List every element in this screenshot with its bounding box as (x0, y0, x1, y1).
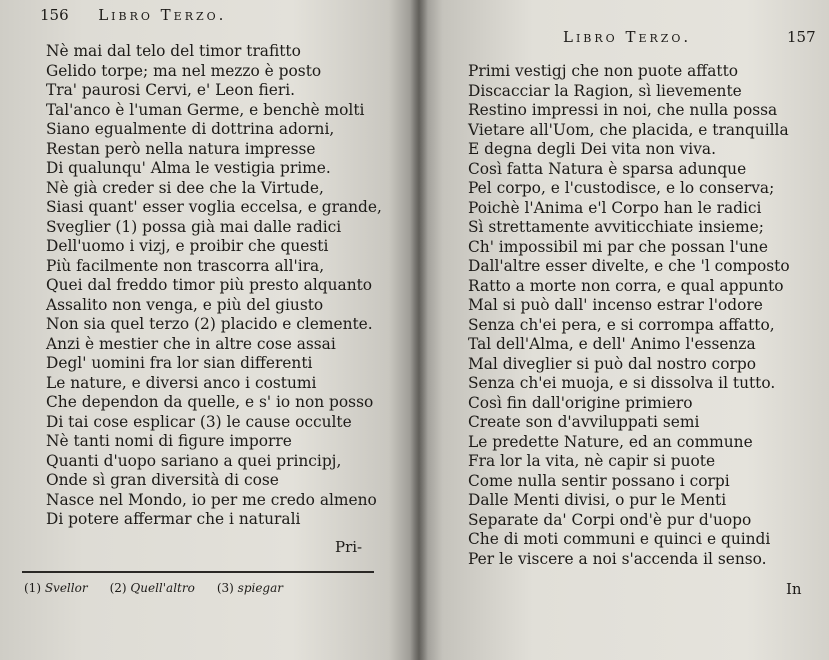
right-verse-line: Pel corpo, e l'custodisce, e lo conserva; (468, 179, 775, 197)
right-verse-line: Così fatta Natura è sparsa adunque (468, 159, 747, 178)
right-verse-line: Dalle Menti divisi, o pur le Menti (468, 491, 727, 509)
left-verse-line: Onde sì gran diversità di cose (46, 471, 279, 489)
left-verse-line: Le nature, e diversi anco i costumi (46, 373, 317, 392)
left-verse-line: Di potere affermar che i naturali (46, 510, 301, 528)
left-verse-line: Nè tanti nomi di figure imporre (46, 432, 292, 450)
right-verse-line: Poichè l'Anima e'l Corpo han le radici (468, 198, 762, 217)
left-verse-line: Gelido torpe; ma nel mezzo è posto (46, 61, 322, 80)
right-verse-line: Ratto a morte non corra, e qual appunto (468, 276, 784, 295)
right-verse-line: Discacciar la Ragion, sì lievemente (468, 81, 742, 100)
left-verse-line: Siasi quant' esser voglia eccelsa, e grande, (46, 198, 382, 216)
footnote-rule (22, 571, 374, 573)
left-verse-line: Tal'anco è l'uman Germe, e benchè molti (46, 100, 365, 119)
left-verse-line: Di qualunqu' Alma le vestigia prime. (46, 159, 331, 177)
right-verse-line: Le predette Nature, ed an commune (468, 432, 753, 451)
right-verse-line: Senza ch'ei muoja, e si dissolva il tutto. (468, 374, 776, 392)
right-verse-line: Restino impressi in noi, che nulla possa (468, 101, 778, 119)
right-verse-line: Fra lor la vita, nè capir si puote (468, 452, 716, 470)
right-verse-line: Create son d'avviluppati semi (468, 413, 700, 431)
left-verse-line: Nè già creder si dee che la Virtude, (46, 178, 324, 197)
left-catchword: Pri- (335, 538, 363, 556)
left-running-head (40, 6, 226, 24)
right-verse-line: Sì strettamente avviticchiate insieme; (468, 218, 764, 236)
left-verse-line: Quei dal freddo timor più presto alquanto (46, 276, 373, 294)
right-verse-line: Ch' impossibil mi par che possan l'une (468, 237, 768, 256)
left-verse-block (46, 42, 382, 530)
right-head-title: Libro Terzo. (563, 28, 692, 46)
left-verse-line: Di tai cose esplicar (3) le cause occulte (46, 412, 352, 431)
right-verse-line: Separate da' Corpi ond'è pur d'uopo (468, 510, 752, 529)
right-verse-line: Mal diveglier si può dal nostro corpo (468, 354, 756, 373)
footnote (217, 581, 283, 595)
right-running-head (563, 28, 691, 46)
right-verse-line: Senza ch'ei pera, e si corrompa affatto, (468, 315, 775, 334)
left-verse-line: Tra' paurosi Cervi, e' Leon fieri. (46, 81, 296, 99)
right-verse-line: Così fin dall'origine primiero (468, 393, 693, 412)
right-verse-line: Tal dell'Alma, e dell' Animo l'essenza (468, 335, 756, 353)
left-verse-line: Quanti d'uopo sariano a quei principj, (46, 451, 342, 470)
right-page-number-wrap (787, 28, 816, 46)
footnote-marker: (3) (216, 581, 234, 595)
left-verse-line: Non sia quel terzo (2) placido e clemente. (46, 315, 373, 333)
right-verse-line: Vietare all'Uom, che placida, e tranquilla (468, 120, 789, 139)
left-footnotes (24, 581, 305, 595)
right-verse-line: Che di moti communi e quinci e quindi (468, 530, 771, 548)
footnote-marker: (1) (24, 581, 41, 595)
left-verse-line: Siano egualmente di dottrina adorni, (46, 120, 335, 138)
left-verse-line: Restan però nella natura impresse (46, 139, 316, 158)
right-page-number: 157 (787, 28, 816, 46)
right-page (418, 0, 829, 660)
left-head-title: Libro Terzo. (98, 6, 227, 24)
left-verse-line: Dell'uomo i vizj, e proibir che questi (46, 237, 329, 255)
left-verse-line: Assalito non venga, e più del giusto (46, 295, 324, 314)
right-verse-line: Mal si può dall' incenso estrar l'odore (468, 296, 763, 314)
right-catchword: In (786, 580, 802, 598)
right-verse-line: Dall'altre esser divelte, e che 'l composto (468, 257, 790, 275)
right-verse-line: Come nulla sentir possano i corpi (468, 471, 730, 490)
footnote-text: Quell'altro (130, 581, 195, 595)
left-verse-line: Nè mai dal telo del timor trafitto (46, 42, 301, 60)
left-page-number: 156 (40, 6, 69, 24)
book-gutter (410, 0, 428, 660)
left-verse-line: Nasce nel Mondo, io per me credo almeno (46, 490, 377, 509)
right-verse-line: Primi vestigj che non puote affatto (468, 62, 739, 80)
right-verse-block (468, 62, 790, 569)
left-verse-line: Anzi è mestier che in altre cose assai (46, 334, 336, 353)
left-verse-line: Più facilmente non trascorra all'ira, (46, 256, 325, 275)
footnote-marker: (2) (109, 581, 127, 595)
left-verse-line: Degl' uomini fra lor sian differenti (46, 354, 313, 372)
footnote (110, 581, 195, 595)
left-verse-line: Che dependon da quelle, e s' io non posso (46, 393, 374, 411)
left-verse-line: Sveglier (1) possa già mai dalle radici (46, 217, 342, 236)
right-verse-line: E degna degli Dei vita non viva. (468, 140, 716, 158)
right-verse-line: Per le viscere a noi s'accenda il senso. (468, 549, 767, 568)
footnote (24, 581, 88, 595)
footnote-text: Svellor (44, 581, 88, 595)
footnote-text: spiegar (237, 581, 284, 595)
